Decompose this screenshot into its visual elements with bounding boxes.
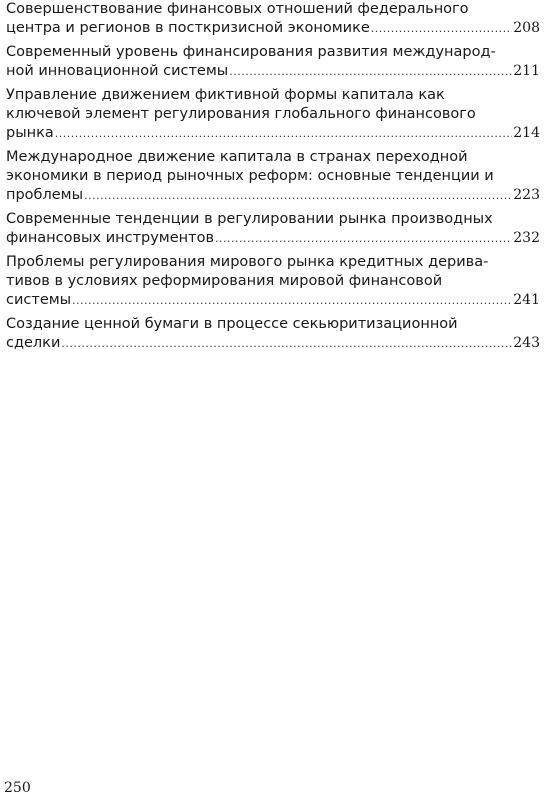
toc-entry-title-end: системы <box>6 292 72 308</box>
toc-entry[interactable] <box>6 253 540 310</box>
toc-entry-last-line <box>6 19 540 38</box>
toc-entry-page: 232 <box>513 230 540 246</box>
toc-entry-last-line <box>6 291 540 310</box>
toc-entry-page: 208 <box>513 20 540 36</box>
table-of-contents <box>6 0 540 358</box>
toc-entry-title-end: ной инновационной системы <box>6 63 229 79</box>
toc-entry-page: 243 <box>513 335 540 351</box>
toc-entry[interactable] <box>6 43 540 81</box>
toc-entry-line: тивов в условиях реформирования мировой финансовой <box>6 273 443 289</box>
toc-entry-page: 241 <box>513 292 540 308</box>
toc-entry[interactable] <box>6 148 540 205</box>
toc-entry-last-line <box>6 229 540 248</box>
toc-entry-line: Совершенствование финансовых отношений федерального <box>6 1 469 17</box>
toc-entry[interactable] <box>6 315 540 353</box>
toc-entry-title-end: сделки <box>6 335 61 351</box>
toc-entry-last-line <box>6 124 540 143</box>
dot-leader <box>229 62 512 81</box>
toc-entry-last-line <box>6 186 540 205</box>
toc-entry-line: Создание ценной бумаги в процессе секьюритизационной <box>6 316 458 332</box>
toc-entry[interactable] <box>6 86 540 143</box>
toc-entry[interactable] <box>6 210 540 248</box>
dot-leader <box>55 124 512 143</box>
toc-entry-title-end: финансовых инструментов <box>6 230 215 246</box>
toc-entry-line: Управление движением фиктивной формы капитала как <box>6 87 445 103</box>
toc-entry[interactable] <box>6 0 540 38</box>
toc-entry-page: 214 <box>513 125 540 141</box>
toc-entry-title-end: центра и регионов в посткризисной экономике <box>6 20 370 36</box>
toc-entry-last-line <box>6 62 540 81</box>
toc-entry-line: Современные тенденции в регулировании рынка производных <box>6 211 493 227</box>
toc-entry-last-line <box>6 334 540 353</box>
toc-entry-line: Международное движение капитала в странах переходной <box>6 149 468 165</box>
toc-entry-page: 223 <box>513 187 540 203</box>
dot-leader <box>215 229 512 248</box>
dot-leader <box>371 19 512 38</box>
dot-leader <box>61 334 512 353</box>
toc-entry-line: экономики в период рыночных реформ: основные тенденции и <box>6 168 494 184</box>
dot-leader <box>72 291 512 310</box>
dot-leader <box>84 186 512 205</box>
toc-entry-page: 211 <box>513 63 540 79</box>
toc-entry-title-end: проблемы <box>6 187 84 203</box>
toc-entry-line: Современный уровень финансирования развития международ- <box>6 44 496 60</box>
toc-entry-title-end: рынка <box>6 125 54 141</box>
toc-entry-line: Проблемы регулирования мирового рынка кредитных дерива- <box>6 254 489 270</box>
page-number: 250 <box>4 780 31 796</box>
toc-entry-line: ключевой элемент регулирования глобального финансового <box>6 106 476 122</box>
